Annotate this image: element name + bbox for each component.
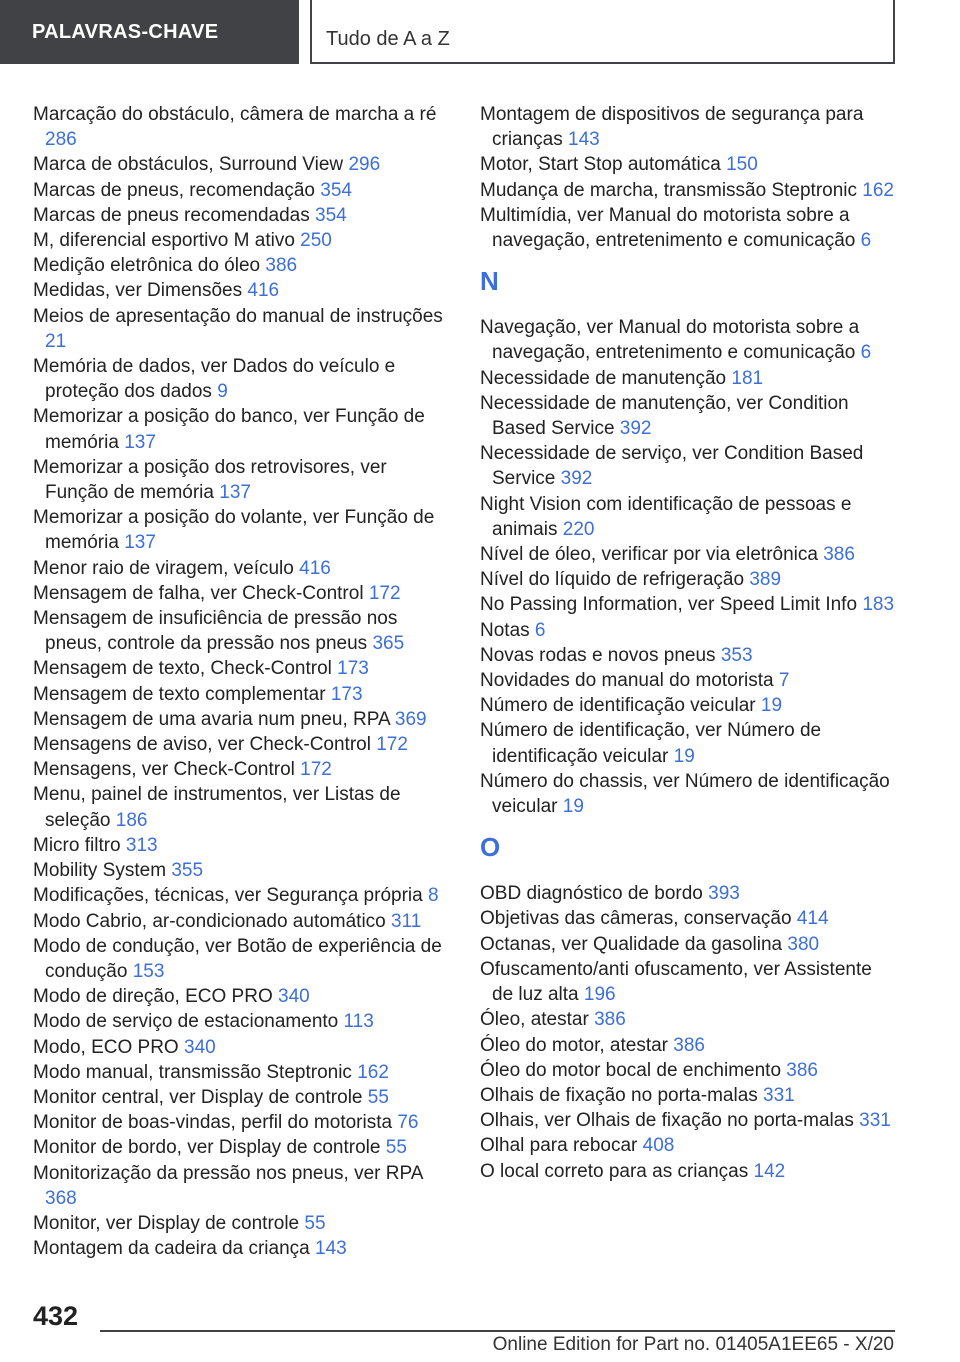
index-entry-text: Objetivas das câmeras, conservação xyxy=(480,908,792,930)
index-page-link[interactable]: 172 xyxy=(376,734,408,756)
index-page-link[interactable]: 8 xyxy=(427,885,439,907)
index-column-right xyxy=(480,102,898,1184)
index-entry xyxy=(33,1110,451,1135)
index-page-link[interactable]: 55 xyxy=(304,1212,326,1234)
index-entry xyxy=(33,909,451,934)
index-page-link[interactable]: 6 xyxy=(860,230,872,252)
index-entry-text: Menor raio de viragem, veículo xyxy=(33,557,294,579)
index-entry-text: Marca de obstáculos, Surround View xyxy=(33,154,344,176)
index-page-link[interactable]: 19 xyxy=(562,796,584,818)
index-entry-text: Mensagem de uma avaria num pneu, RPA xyxy=(33,708,390,730)
index-entry xyxy=(480,366,898,391)
header-section-tab xyxy=(0,0,299,64)
index-entry-text: Novidades do manual do motorista xyxy=(480,670,774,692)
index-page-link[interactable]: 137 xyxy=(219,482,251,504)
index-entry xyxy=(480,203,898,253)
index-page-link[interactable]: 250 xyxy=(300,230,332,252)
index-page-link[interactable]: 113 xyxy=(343,1011,374,1033)
index-page-link[interactable]: 354 xyxy=(315,204,347,226)
index-entry xyxy=(33,934,451,984)
index-page-link[interactable]: 386 xyxy=(673,1034,705,1056)
index-entry-text: Micro filtro xyxy=(33,834,121,856)
index-entry-text: Night Vision com identificação de pessoas e animais xyxy=(480,493,852,540)
index-entry xyxy=(33,1085,451,1110)
index-entry-text: Mensagem de texto, Check-Control xyxy=(33,658,332,680)
index-entry-text: OBD diagnóstico de bordo xyxy=(480,883,703,905)
index-page-link[interactable]: 369 xyxy=(394,708,427,730)
index-entry-text: Memorizar a posição dos retrovisores, ver Função de memória xyxy=(33,456,387,504)
index-entry-text: Olhais de fixação no porta-malas xyxy=(480,1084,758,1106)
index-entry-text: Modo de condução, ver Botão de experiência de condução xyxy=(33,935,442,982)
index-entry xyxy=(480,1007,898,1032)
index-entry xyxy=(480,102,898,152)
index-page-link[interactable]: 331 xyxy=(763,1084,795,1106)
index-entry-text: Novas rodas e novos pneus xyxy=(480,644,716,666)
index-entry xyxy=(480,152,898,177)
index-entry-text: Nível de óleo, verificar por via eletrônica xyxy=(480,544,818,566)
index-entry-text: Montagem de dispositivos de segurança para crianças xyxy=(480,104,864,151)
index-page-link[interactable]: 416 xyxy=(299,557,331,579)
index-letter-n: N xyxy=(480,266,499,297)
index-page-link[interactable]: 6 xyxy=(860,342,872,364)
index-group-m-continued xyxy=(480,102,898,253)
index-entry-text: Montagem da cadeira da criança xyxy=(33,1238,310,1260)
index-entry xyxy=(480,668,898,693)
index-entry-text: Monitor, ver Display de controle xyxy=(33,1212,300,1234)
index-page-link[interactable]: 389 xyxy=(749,569,782,591)
index-page-link[interactable]: 331 xyxy=(859,1110,891,1132)
footer-rule xyxy=(100,1330,895,1332)
index-entry-text: O local correto para as crianças xyxy=(480,1160,749,1182)
index-page-link[interactable]: 153 xyxy=(132,960,165,982)
index-entry-text: Marcação do obstáculo, câmera de marcha a ré xyxy=(33,104,437,125)
index-page-link[interactable]: 340 xyxy=(278,986,310,1008)
index-entry-text: Marcas de pneus, recomendação xyxy=(33,179,315,201)
index-entry xyxy=(480,441,898,491)
index-entry xyxy=(33,253,451,278)
index-page-link[interactable]: 392 xyxy=(560,468,593,490)
index-entry xyxy=(480,1058,898,1083)
index-entry xyxy=(33,833,451,858)
index-page-link[interactable]: 311 xyxy=(391,910,422,932)
index-page-link[interactable]: 142 xyxy=(753,1160,786,1182)
index-entry-text: Número do chassis, ver Número de identificação veicular xyxy=(480,770,890,818)
index-entry-text: Marcas de pneus recomendadas xyxy=(33,204,310,226)
index-entry xyxy=(480,1108,898,1133)
index-entry-text: Modo manual, transmissão Steptronic xyxy=(33,1061,352,1083)
index-page-link[interactable]: 365 xyxy=(372,633,405,655)
index-entry-text: Olhais, ver Olhais de fixação no porta-malas xyxy=(480,1110,854,1132)
index-entry xyxy=(480,1159,898,1184)
index-entry xyxy=(480,718,898,768)
index-entry-text: Número de identificação veicular xyxy=(480,695,756,717)
index-entry xyxy=(33,455,451,505)
index-entry xyxy=(480,1033,898,1058)
index-page-link[interactable]: 6 xyxy=(534,619,546,641)
header-title-box xyxy=(312,0,895,64)
index-page-link[interactable]: 183 xyxy=(862,594,895,616)
index-entry xyxy=(33,354,451,404)
index-entry-text: Monitor central, ver Display de controle xyxy=(33,1086,363,1108)
index-entry-text: Octanas, ver Qualidade da gasolina xyxy=(480,933,783,955)
index-page-link[interactable]: 150 xyxy=(726,154,758,176)
index-entry xyxy=(480,492,898,542)
index-page-link[interactable]: 19 xyxy=(760,695,783,717)
index-page-link[interactable]: 386 xyxy=(265,255,298,277)
page-number: 432 xyxy=(33,1301,79,1331)
index-entry-text: Medição eletrônica do óleo xyxy=(33,255,261,277)
index-entry xyxy=(33,278,451,303)
index-entry xyxy=(33,228,451,253)
index-entry xyxy=(480,592,898,617)
index-entry-text: Mensagem de texto complementar xyxy=(33,683,326,705)
index-entry-text: Modificações, técnicas, ver Segurança própria xyxy=(33,885,423,907)
index-entry xyxy=(33,1060,451,1085)
index-entry xyxy=(480,769,898,819)
index-entry-text: Mensagens, ver Check-Control xyxy=(33,759,295,781)
index-entry-text: Mensagem de falha, ver Check-Control xyxy=(33,582,364,604)
index-page-link[interactable]: 408 xyxy=(642,1135,675,1157)
index-entry xyxy=(33,757,451,782)
footer-edition: Online Edition for Part no. 01405A1EE65 - X/20 xyxy=(492,1334,894,1355)
index-entry-text: Modo Cabrio, ar-condicionado automático xyxy=(33,910,386,932)
index-page-link[interactable]: 354 xyxy=(320,179,352,201)
index-entry-text: Memória de dados, ver Dados do veículo e proteção dos dados xyxy=(33,356,396,403)
index-page-link[interactable]: 9 xyxy=(217,381,228,403)
index-entry-text: Modo de direção, ECO PRO xyxy=(33,986,273,1008)
index-entry-text: Monitor de boas-vindas, perfil do motorista xyxy=(33,1112,393,1134)
index-entry xyxy=(480,542,898,567)
index-entry xyxy=(480,881,898,906)
index-entry xyxy=(33,606,451,656)
index-page-link[interactable]: 143 xyxy=(315,1238,347,1260)
index-entry xyxy=(33,656,451,681)
index-entry xyxy=(480,391,898,441)
index-page-link[interactable]: 172 xyxy=(368,582,401,604)
index-entry-text: Número de identificação, ver Número de identificação veicular xyxy=(480,720,822,767)
index-entry-text: Nível do líquido de refrigeração xyxy=(480,569,745,591)
index-page-link[interactable]: 368 xyxy=(45,1187,77,1209)
index-page-link[interactable]: 392 xyxy=(619,418,652,440)
index-page-link[interactable]: 220 xyxy=(562,518,595,540)
index-group-o xyxy=(480,881,898,1183)
index-entry-text: Mudança de marcha, transmissão Steptronic xyxy=(480,179,858,201)
index-page-link[interactable]: 386 xyxy=(823,544,855,566)
index-entry-text: Olhal para rebocar xyxy=(480,1135,638,1157)
index-page-link[interactable]: 19 xyxy=(673,745,695,767)
index-page-link[interactable]: 76 xyxy=(397,1112,419,1134)
index-entry xyxy=(480,906,898,931)
index-page-link[interactable]: 313 xyxy=(125,834,158,856)
index-entry-text: Medidas, ver Dimensões xyxy=(33,280,243,302)
index-page-link[interactable]: 355 xyxy=(171,860,204,882)
index-page-link[interactable]: 181 xyxy=(731,367,764,389)
index-entry-text: Necessidade de serviço, ver Condition Based Service xyxy=(480,443,864,490)
index-entry xyxy=(33,404,451,454)
index-page-link[interactable]: 173 xyxy=(337,658,369,680)
index-entry xyxy=(33,732,451,757)
index-entry-text: Monitor de bordo, ver Display de controle xyxy=(33,1137,381,1159)
index-entry-text: Mensagem de insuficiência de pressão nos pneus, controle da pressão nos pneus xyxy=(33,608,398,655)
index-entry-text: Motor, Start Stop automática xyxy=(480,154,721,176)
index-entry xyxy=(33,782,451,832)
index-entry xyxy=(480,178,898,203)
index-page-link[interactable]: 137 xyxy=(124,431,156,453)
index-entry xyxy=(33,304,451,354)
index-entry-text: Multimídia, ver Manual do motorista sobre a navegação, entretenimento e comunicação xyxy=(480,204,856,252)
index-page-link[interactable]: 340 xyxy=(184,1036,216,1058)
index-entry xyxy=(33,1035,451,1060)
index-page-link[interactable]: 393 xyxy=(708,883,740,905)
index-page-link[interactable]: 386 xyxy=(786,1059,818,1081)
header-title: Tudo de A a Z xyxy=(326,28,450,50)
index-group-n xyxy=(480,315,898,819)
index-page-link[interactable]: 196 xyxy=(583,984,616,1006)
index-page-link[interactable]: 380 xyxy=(787,933,820,955)
index-page-link[interactable]: 162 xyxy=(862,179,894,201)
index-page-link[interactable]: 414 xyxy=(796,908,829,930)
index-entry-text: Memorizar a posição do volante, ver Função de memória xyxy=(33,507,435,554)
index-page-link[interactable]: 55 xyxy=(367,1086,389,1108)
index-page-link[interactable]: 386 xyxy=(594,1009,626,1031)
index-entry xyxy=(480,932,898,957)
index-entry-text: Monitorização da pressão nos pneus, ver RPA xyxy=(33,1162,423,1184)
index-entry xyxy=(33,556,451,581)
index-entry xyxy=(480,315,898,365)
index-page-link[interactable]: 7 xyxy=(778,670,790,692)
index-entry xyxy=(33,152,451,177)
index-entry xyxy=(480,957,898,1007)
index-entry xyxy=(480,1083,898,1108)
index-entry xyxy=(480,643,898,668)
index-entry xyxy=(33,581,451,606)
index-entry-text: Óleo do motor bocal de enchimento xyxy=(480,1059,782,1081)
index-entry-text: Meios de apresentação do manual de instruções xyxy=(33,305,443,327)
index-page-link[interactable]: 172 xyxy=(300,759,332,781)
index-entry-text: Navegação, ver Manual do motorista sobre a navegação, entretenimento e comunicação xyxy=(480,317,860,364)
index-entry-text: Notas xyxy=(480,619,530,641)
index-entry xyxy=(480,567,898,592)
index-letter-o: O xyxy=(480,832,501,863)
index-entry-text: Óleo, atestar xyxy=(480,1009,589,1031)
index-entry-text: Mensagens de aviso, ver Check-Control xyxy=(33,734,371,756)
index-entry-text: Memorizar a posição do banco, ver Função de memória xyxy=(33,406,425,453)
index-page-link[interactable]: 143 xyxy=(568,129,600,151)
index-entry xyxy=(33,707,451,732)
index-page-link[interactable]: 173 xyxy=(330,683,363,705)
index-entry xyxy=(33,102,451,152)
index-entry-text: Necessidade de manutenção xyxy=(480,367,727,389)
index-entry-text: M, diferencial esportivo M ativo xyxy=(33,230,295,252)
index-page-link[interactable]: 353 xyxy=(720,644,753,666)
index-entry xyxy=(33,858,451,883)
index-entry xyxy=(480,693,898,718)
index-entry xyxy=(33,1236,451,1261)
index-page-link[interactable]: 21 xyxy=(45,330,67,352)
index-page-link[interactable]: 186 xyxy=(115,809,148,831)
index-page-link[interactable]: 162 xyxy=(357,1061,389,1083)
index-entry xyxy=(33,1009,451,1034)
index-entry xyxy=(33,682,451,707)
index-entry-text: Necessidade de manutenção, ver Condition Based Service xyxy=(480,392,849,440)
header-section-label: PALAVRAS-CHAVE xyxy=(32,20,219,43)
index-entry-text: Menu, painel de instrumentos, ver Listas de seleção xyxy=(33,784,401,831)
index-page-link[interactable]: 286 xyxy=(45,129,77,151)
index-entry xyxy=(33,883,451,908)
index-entry xyxy=(480,1133,898,1158)
index-page-link[interactable]: 296 xyxy=(348,154,381,176)
index-entry xyxy=(33,178,451,203)
index-page-link[interactable]: 55 xyxy=(385,1137,407,1159)
index-entry xyxy=(480,618,898,643)
index-entry-text: Modo de serviço de estacionamento xyxy=(33,1011,339,1033)
index-entry-text: No Passing Information, ver Speed Limit Info xyxy=(480,594,858,616)
index-entry-text: Mobility System xyxy=(33,860,167,882)
index-entry xyxy=(33,984,451,1009)
index-entry xyxy=(33,505,451,555)
index-entry xyxy=(33,1161,451,1211)
index-entry xyxy=(33,1211,451,1236)
index-entry xyxy=(33,203,451,228)
index-page-link[interactable]: 416 xyxy=(247,280,280,302)
index-entry-text: Óleo do motor, atestar xyxy=(480,1034,668,1056)
index-page-link[interactable]: 137 xyxy=(124,532,156,554)
index-entry-text: Ofuscamento/anti ofuscamento, ver Assistente de luz alta xyxy=(480,958,872,1006)
index-column-left xyxy=(33,102,451,1261)
index-entry xyxy=(33,1135,451,1160)
index-entry-text: Modo, ECO PRO xyxy=(33,1036,179,1058)
